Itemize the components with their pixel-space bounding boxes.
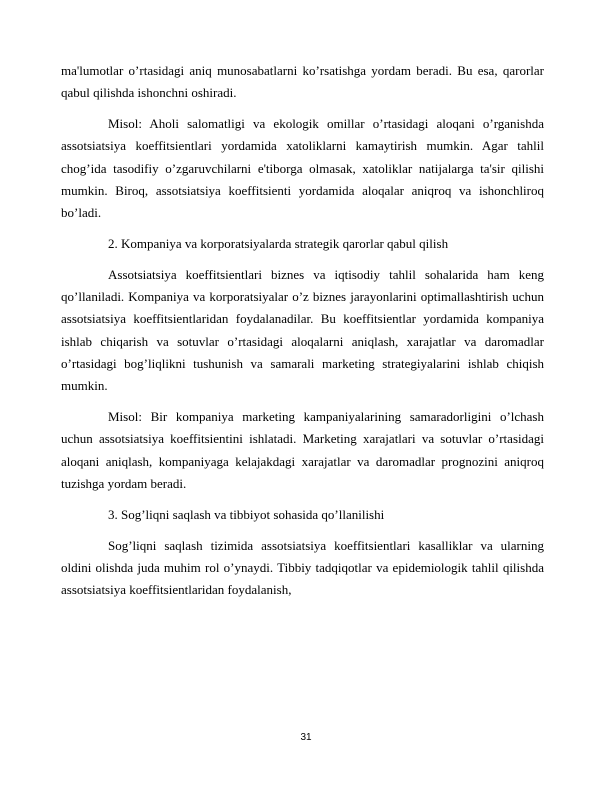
document-page (61, 60, 544, 610)
paragraph-continuation: ma'lumotlar o’rtasidagi aniq munosabatlarni ko’rsatishga yordam beradi. Bu esa, qarorlar qabul qilishda ishonchni oshiradi. (61, 63, 544, 101)
page-number: 31 (300, 732, 312, 743)
paragraph-business: Assotsiatsiya koeffitsientlari biznes va iqtisodiy tahlil sohalarida ham keng qo’llaniladi. Kompaniya va korporatsiyalar o’z biznes jarayonlarini optimallashtirish uchun assotsiatsiya koeffitsientlaridan foydalanadilar. Bu koeffitsientlar yordamida kompaniya ishlab chiqarish va sotuvlar o’rtasidagi aloqalarni aniqlash, xarajatlar va daromadlar o’rtasidagi bog’liqlikni tushunish va samarali marketing strategiyalarini ishlab chiqish mumkin. (61, 266, 544, 394)
section-heading-3: 3. Sog’liqni saqlash va tibbiyot sohasida qo’llanilishi (108, 506, 385, 522)
paragraph-healthcare: Sog’liqni saqlash tizimida assotsiatsiya koeffitsientlari kasalliklar va ularning oldini olishda juda muhim rol o’ynaydi. Tibbiy tadqiqotlar va epidemiologik tahlil qilishda assotsiatsiya koeffitsientlaridan foydalanish, (61, 537, 544, 598)
section-heading-2: 2. Kompaniya va korporatsiyalarda strategik qarorlar qabul qilish (108, 236, 449, 252)
paragraph-example-marketing: Misol: Bir kompaniya marketing kampaniyalarining samaradorligini o’lchash uchun assotsiatsiya koeffitsientini ishlatadi. Marketing xarajatlari va sotuvlar o’rtasidagi aloqani aniqlash, kompaniyaga kelajakdagi xarajatlar va daromadlar prognozini aniqroq tuzishga yordam beradi. (61, 409, 544, 492)
paragraph-example-health: Misol: Aholi salomatligi va ekologik omillar o’rtasidagi aloqani o’rganishda assotsiatsiya koeffitsientlari yordamida xatoliklarni kamaytirish mumkin. Agar tahlil chog’ida tasodifiy o’zgaruvchilarni e'tiborga olmasak, xatoliklar natijalarga ta'sir qilishi mumkin. Biroq, assotsiatsiya koeffitsienti yordamida aloqalar aniqroq va ishonchliroq bo’ladi. (61, 116, 544, 221)
